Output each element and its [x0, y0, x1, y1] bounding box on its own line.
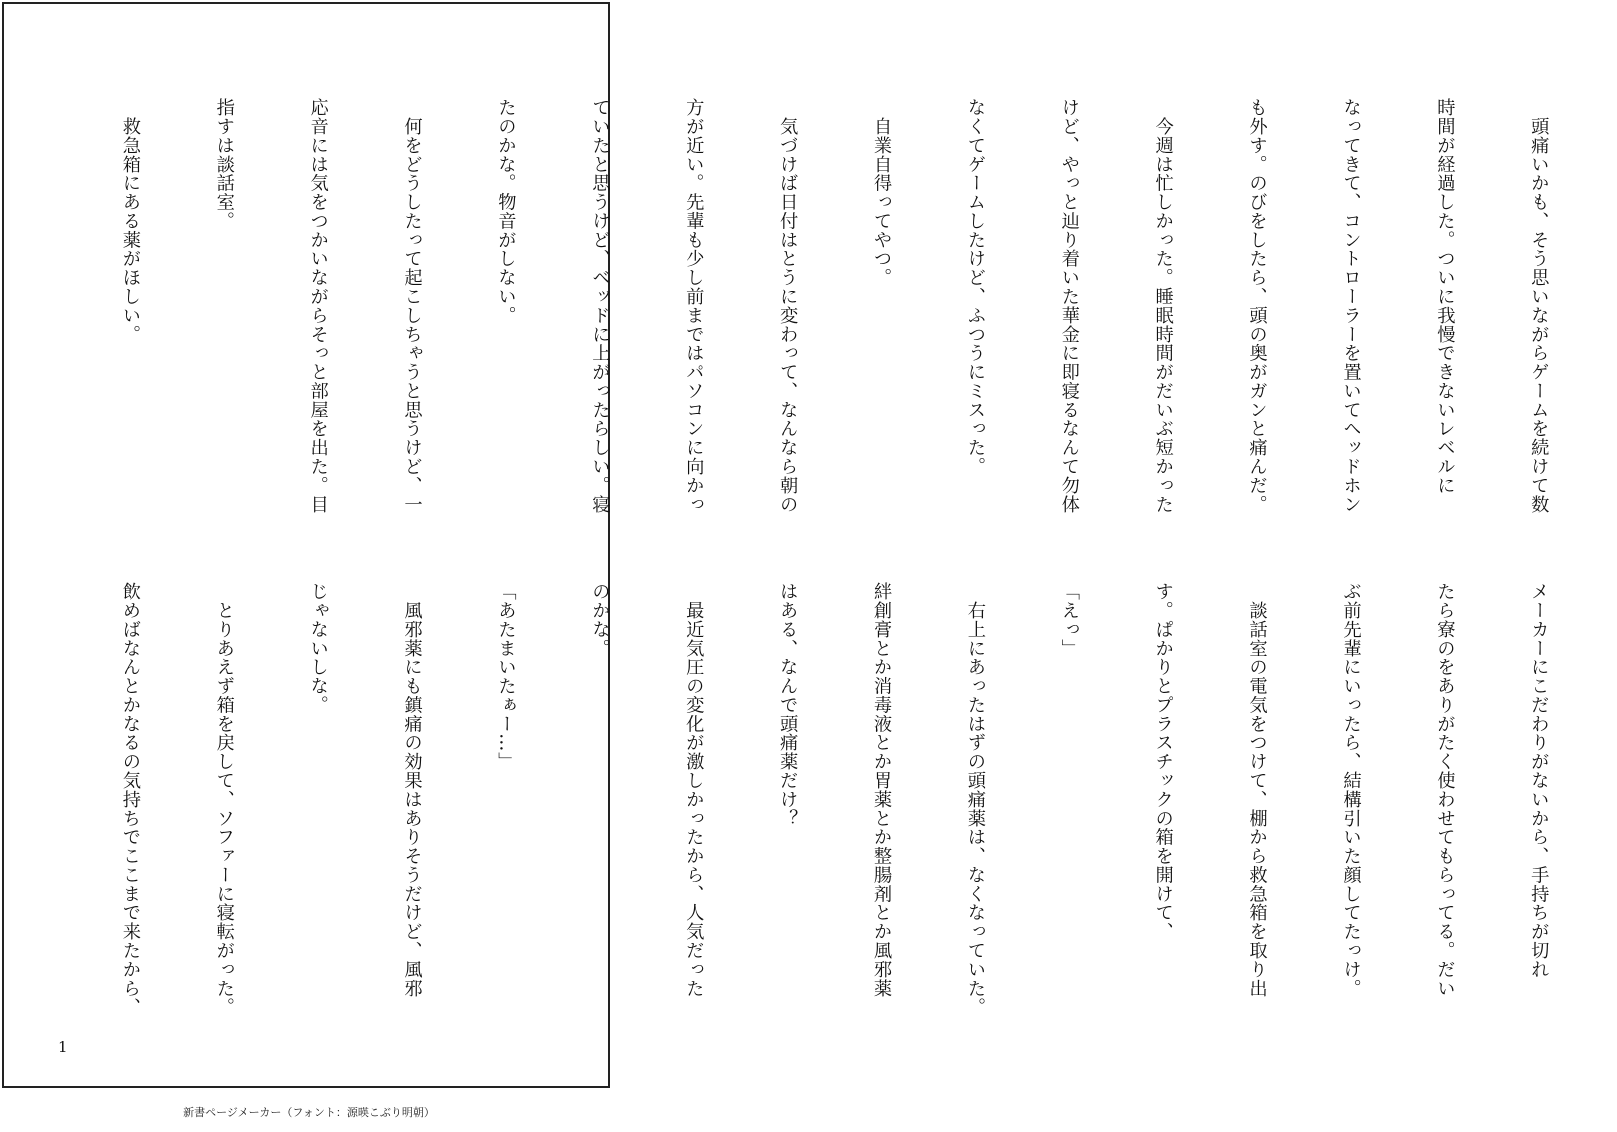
text-line: 絆創膏とか消毒液とか胃薬とか整腸剤とか風邪薬 — [871, 582, 893, 998]
text-line: 方が近い。先輩も少し前まではパソコンに向かっ — [683, 98, 705, 514]
text-line: とりあえず箱を戻して、ソファーに寝転がった。 — [213, 582, 235, 1017]
text-line: 気づけば日付はとうに変わって、なんなら朝の — [777, 98, 799, 514]
text-line: 談話室の電気をつけて、棚から救急箱を取り出 — [1246, 582, 1268, 998]
text-line: はある、なんで頭痛薬だけ？ — [777, 582, 799, 828]
footer-credit: 新書ページメーカー（フォント：源暎こぶり明朝） — [183, 1106, 435, 1119]
text-line: 時間が経過した。ついに我慢できないレベルに — [1434, 98, 1456, 495]
text-line: 何をどうしたって起こしちゃうと思うけど、一 — [401, 98, 423, 514]
text-line: す。ぱかりとプラスチックの箱を開けて、 — [1152, 582, 1174, 941]
page-frame — [2, 2, 1550, 1088]
text-line: メーカーにこだわりがないから、手持ちが切れ — [1528, 582, 1550, 979]
text-line: 「あたまいたぁー…」 — [495, 582, 517, 771]
text-line: 風邪薬にも鎮痛の効果はありそうだけど、風邪 — [401, 582, 423, 998]
text-line: 今週は忙しかった。睡眠時間がだいぶ短かった — [1152, 98, 1174, 514]
text-line: 頭痛いかも、そう思いながらゲームを続けて数 — [1528, 98, 1550, 514]
text-line: 救急箱にある薬がほしい。 — [119, 98, 141, 344]
text-line: 指すは談話室。 — [213, 98, 235, 231]
text-line: 応音には気をつかいながらそっと部屋を出た。目 — [307, 98, 329, 514]
text-line: たのかな。物音がしない。 — [495, 98, 517, 325]
text-line: けど、やっと辿り着いた華金に即寝るなんて勿体 — [1058, 98, 1080, 514]
text-line: なってきて、コントローラーを置いてヘッドホン — [1340, 98, 1362, 514]
text-line: 自業自得ってやつ。 — [871, 98, 893, 287]
text-line: たら寮のをありがたく使わせてもらってる。だい — [1434, 582, 1456, 998]
text-line: ぶ前先輩にいったら、結構引いた顔してたっけ。 — [1340, 582, 1362, 998]
text-line: じゃないしな。 — [307, 582, 329, 715]
text-line: ていたと思うけど、ベッドに上がったらしい。寝 — [589, 98, 611, 514]
text-line: 飲めばなんとかなるの気持ちでここまで来たから、 — [119, 582, 141, 1017]
text-line: 最近気圧の変化が激しかったから、人気だった — [683, 582, 705, 998]
page-number: 1 — [58, 1038, 68, 1056]
text-line: 「えっ」 — [1058, 582, 1080, 658]
text-line: も外す。のびをしたら、頭の奥がガンと痛んだ。 — [1246, 98, 1268, 514]
upper-text-block — [52, 98, 1617, 558]
lower-text-block — [52, 582, 1617, 1042]
text-line: なくてゲームしたけど、ふつうにミスった。 — [964, 98, 986, 476]
text-line: 右上にあったはずの頭痛薬は、なくなっていた。 — [964, 582, 986, 1017]
text-line: のかな。 — [589, 582, 611, 658]
